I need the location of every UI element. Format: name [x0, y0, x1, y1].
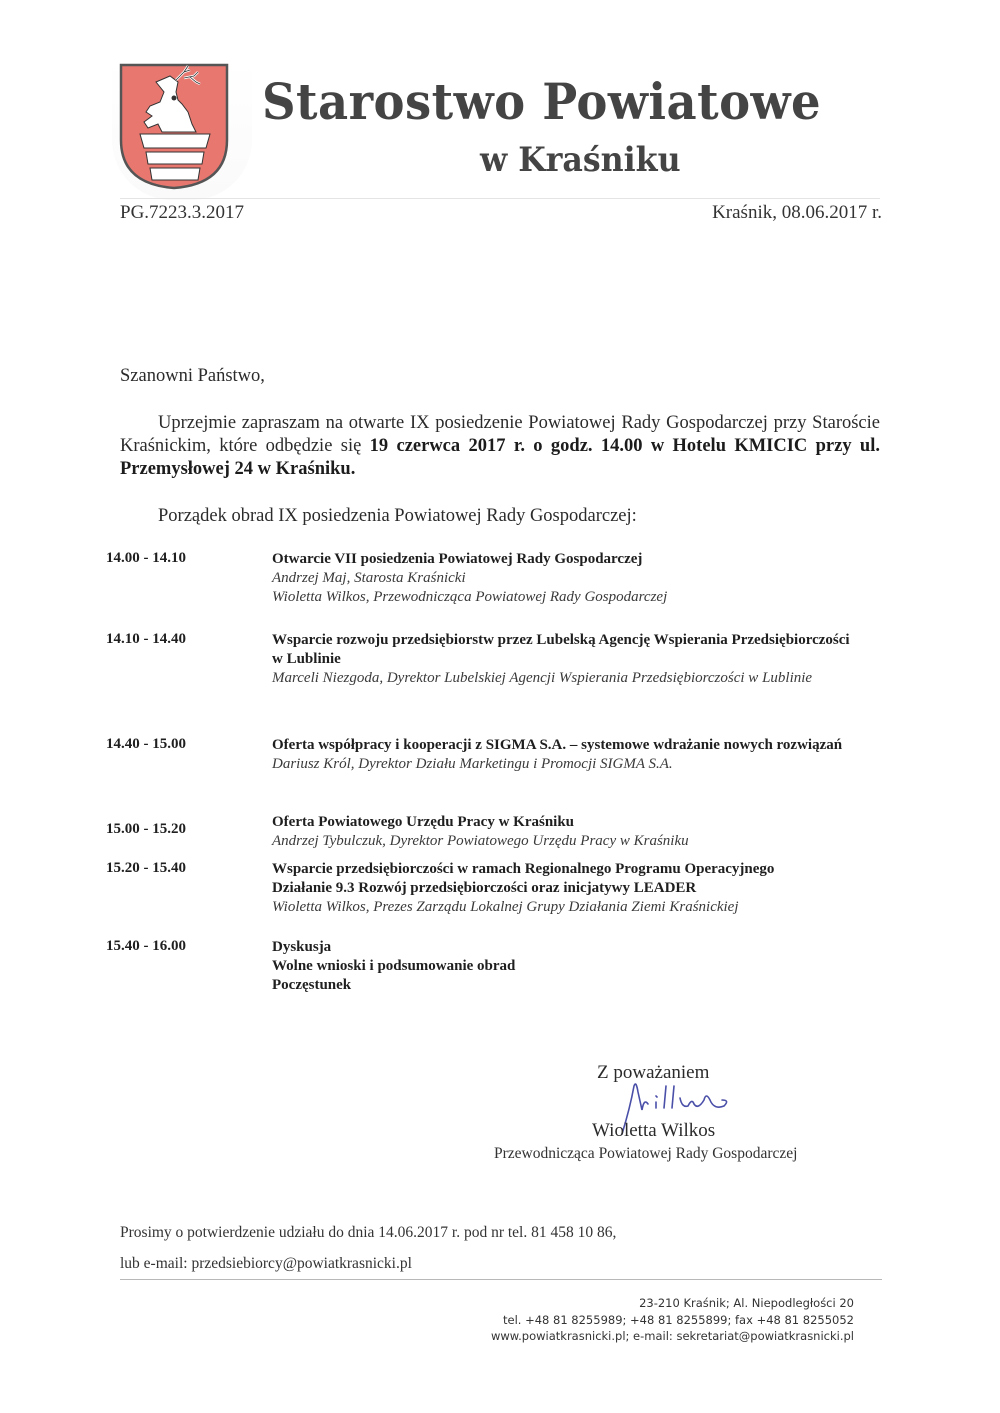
agenda-time: 14.00 - 14.10: [106, 550, 186, 566]
footer-web-email: www.powiatkrasnicki.pl; e-mail: sekretariat@powiatkrasnicki.pl: [490, 1329, 854, 1343]
header-divider: [120, 198, 880, 199]
agenda-speaker: Andrzej Tybulczuk, Dyrektor Powiatowego Urzędu Pracy w Kraśniku: [272, 833, 689, 849]
institution-title: Starostwo Powiatowe: [262, 72, 822, 131]
agenda-topic: Działanie 9.3 Rozwój przedsiębiorczości oraz inicjatywy LEADER: [272, 880, 697, 896]
agenda-topic: Dyskusja: [272, 939, 332, 955]
rsvp-email-note: lub e-mail: przedsiebiorcy@powiatkrasnicki.pl: [120, 1255, 412, 1272]
signer-role: Przewodnicząca Powiatowej Rady Gospodarczej: [494, 1145, 798, 1162]
coat-of-arms-deer-icon: [118, 62, 230, 190]
invitation-paragraph: [120, 412, 880, 481]
agenda-topic: Wsparcie przedsiębiorczości w ramach Regionalnego Programu Operacyjnego: [272, 861, 775, 877]
agenda-speaker: Andrzej Maj, Starosta Kraśnicki: [272, 570, 466, 586]
agenda-speaker: Marceli Niezgoda, Dyrektor Lubelskiej Agencji Wspierania Przedsiębiorczości w Lublinie: [272, 670, 813, 686]
agenda-topic: Otwarcie VII posiedzenia Powiatowej Rady Gospodarczej: [272, 551, 643, 567]
agenda-topic: Wolne wnioski i podsumowanie obrad: [272, 958, 516, 974]
agenda-speaker: Wioletta Wilkos, Prezes Zarządu Lokalnej Grupy Działania Ziemi Kraśnickiej: [272, 899, 739, 915]
agenda-topic: Poczęstunek: [272, 977, 352, 993]
rsvp-note: Prosimy o potwierdzenie udziału do dnia 14.06.2017 r. pod nr tel. 81 458 10 86,: [120, 1224, 617, 1241]
institution-subtitle: w Kraśniku: [480, 140, 681, 180]
footer-phones: tel. +48 81 8255989; +48 81 8255899; fax +48 81 8255052: [503, 1313, 854, 1327]
agenda-time: 14.10 - 14.40: [106, 631, 186, 647]
invitation-text: Uprzejmie zapraszam na otwarte IX posiedzenie Powiatowej Rady Gospodarczej przy Staroście Kraśnickim, które odbędzie się: [120, 413, 880, 456]
signer-name: Wioletta Wilkos: [592, 1120, 716, 1141]
invitation-date-venue: 19 czerwca 2017 r. o godz. 14.00 w Hotelu KMICIC przy ul. Przemysłowej 24 w Kraśniku.: [120, 436, 880, 479]
reference-number: PG.7223.3.2017: [120, 202, 245, 223]
agenda-heading: Porządek obrad IX posiedzenia Powiatowej Rady Gospodarczej:: [158, 506, 637, 526]
footer-address: 23-210 Kraśnik; Al. Niepodległości 20: [639, 1296, 854, 1310]
agenda-time: 15.40 - 16.00: [106, 938, 186, 954]
agenda-topic: Oferta współpracy i kooperacji z SIGMA S.A. – systemowe wdrażanie nowych rozwiązań: [272, 737, 843, 753]
letter-date: Kraśnik, 08.06.2017 r.: [712, 202, 882, 223]
closing-phrase: Z poważaniem: [597, 1062, 710, 1083]
agenda-time: 15.00 - 15.20: [106, 821, 186, 837]
agenda-topic: Wsparcie rozwoju przedsiębiorstw przez Lubelską Agencję Wspierania Przedsiębiorczości w Lublinie: [272, 632, 850, 667]
agenda-speaker: Wioletta Wilkos, Przewodnicząca Powiatowej Rady Gospodarczej: [272, 589, 668, 605]
footer-divider: [120, 1279, 882, 1280]
agenda-time: 14.40 - 15.00: [106, 736, 186, 752]
salutation: Szanowni Państwo,: [120, 366, 265, 386]
agenda-topic: Oferta Powiatowego Urzędu Pracy w Kraśniku: [272, 814, 575, 830]
agenda-speaker: Dariusz Król, Dyrektor Działu Marketingu i Promocji SIGMA S.A.: [272, 756, 673, 772]
agenda-time: 15.20 - 15.40: [106, 860, 186, 876]
